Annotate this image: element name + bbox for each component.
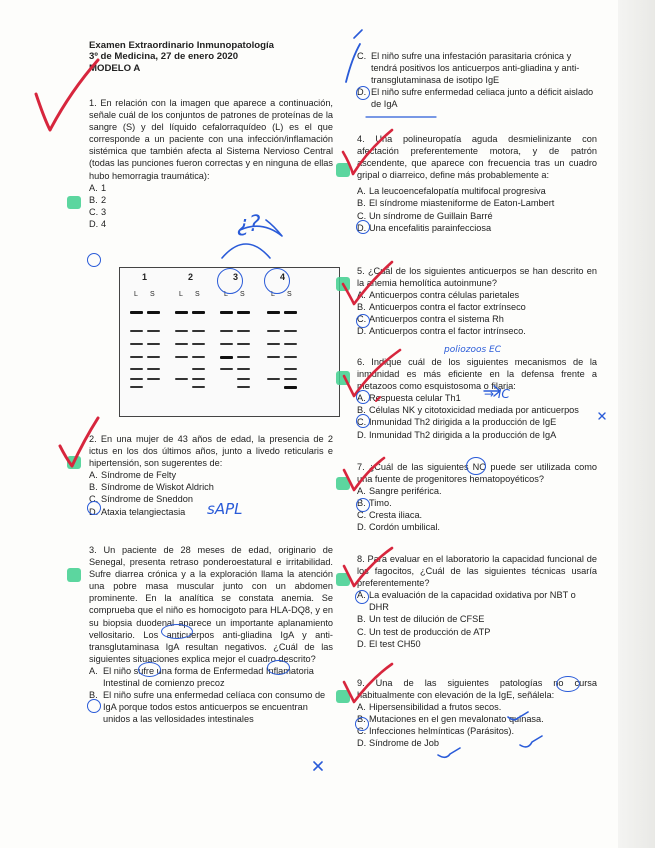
option[interactable]: C. Infecciones helmínticas (Parásitos). (357, 726, 515, 737)
blue-stroke (354, 30, 362, 38)
blue-cross (599, 413, 605, 419)
lane-label: 1 (142, 272, 148, 282)
option[interactable]: C. El niño sufre una infestación parasitaria crónica y tendrá positivos los anticuerpos anti-gliadina y anti-transglutaminasa de isotipo IgE (357, 51, 580, 86)
option[interactable]: A. Anticuerpos contra células parietales (357, 290, 520, 301)
lane-sub-s: S (195, 291, 200, 298)
blue-cross (314, 762, 322, 770)
lane-sub-l: L (271, 291, 275, 298)
option[interactable]: D. Ataxia telangiectasia (89, 506, 186, 517)
word-circle (466, 457, 486, 475)
option[interactable]: D. El niño sufre enfermedad celiaca junto a déficit aislado de IgA (357, 87, 594, 110)
option[interactable]: A. 1 (89, 182, 107, 193)
option[interactable]: B. Síndrome de Wiskot Aldrich (89, 482, 214, 493)
question-9-text: 9. Una de las siguientes patologías no cursa habitualmente con elevación de la IgE, señálela: (357, 678, 597, 701)
option[interactable]: D. 4 (89, 218, 107, 229)
option[interactable]: B. Un test de dilución de CFSE (357, 614, 485, 625)
option[interactable]: B. Células NK y citotoxicidad mediada por anticuerpos (357, 405, 579, 416)
answer-circle (356, 314, 370, 328)
option[interactable]: B. 2 (89, 194, 107, 205)
blue-stroke (346, 44, 360, 82)
option[interactable]: A. Sangre periférica. (357, 486, 442, 497)
red-check-mark (344, 548, 392, 586)
blue-tick (520, 736, 542, 747)
lane-sub-s: S (150, 291, 155, 298)
question-4-text: 4. Una polineuropatía aguda desmielinizante con afectación preferentemente motora, y de patrón ascendente, que aparece con frecuencia tras un cuadro gripal o diarreico, define más probablemente a: (357, 134, 597, 181)
red-stroke (376, 397, 380, 401)
option[interactable]: A. Síndrome de Felty (89, 470, 177, 481)
answer-circle (87, 501, 101, 515)
exam-course-date: 3º de Medicina, 27 de enero 2020 (89, 51, 239, 63)
answer-circle (355, 590, 369, 604)
red-check-mark (344, 664, 392, 702)
answer-circle (356, 220, 370, 234)
red-check-mark (343, 130, 392, 174)
answer-circle (356, 414, 370, 428)
option[interactable]: A. La evaluación de la capacidad oxidativa por NBT o DHR (357, 590, 576, 613)
option[interactable]: D. Inmunidad Th2 dirigida a la producción de IgA (357, 429, 557, 440)
lane-label: 3 (233, 272, 239, 282)
handwritten-question-mark: ¿? (237, 212, 261, 237)
option[interactable]: A. Hipersensibilidad a frutos secos. (357, 702, 502, 713)
option[interactable]: D. Síndrome de Job (357, 738, 439, 749)
lane-sub-l: L (179, 291, 183, 298)
option[interactable]: D. Una encefalitis parainfecciosa (357, 222, 492, 233)
answer-circle (355, 717, 369, 731)
question-5-text: 5. ¿Cuál de los siguientes anticuerpos se han descrito en la anemia hemolítica autoinmune? (357, 266, 597, 289)
lane-circle (264, 268, 290, 294)
handwritten-note: sAPL (207, 500, 243, 518)
option[interactable]: A. El niño sufre una forma de Enfermedad Inflamatoria Intestinal de comienzo precoz (89, 665, 314, 689)
lane-label: 4 (280, 272, 286, 282)
option[interactable]: B. El niño sufre una enfermedad celíaca con consumo de IgA porque todos estos anticuerpos se encuentran unidos a las vellosidades intestinales (89, 690, 326, 725)
option[interactable]: A. Respuesta celular Th1 (357, 393, 461, 404)
lane-label: 2 (188, 272, 194, 282)
exam-model: MODELO A (89, 62, 141, 74)
question-3-text: 3. Un paciente de 28 meses de edad, originario de Senegal, presenta retraso ponderoestatural e irritabilidad. Sufre diarrea crónica y a la exploración llama la atención una pobre masa muscular junto con un abdomen prominente. En la analítica se constata anemia. Se comprueba que el niño es homocigoto para HLA-DQ8, y en su biopsia duodenal aparece un importante aplanamiento vellositario. Los anticuerpos anti-gliadina IgA y anti-transglutaminasa IgA resultan negativos. ¿Cuál de las siguientes situaciones explica mejor el cuadro descrito? (89, 545, 333, 664)
answer-circle (87, 253, 101, 267)
word-circle (556, 676, 580, 692)
word-circle (161, 624, 193, 639)
answer-circle (356, 86, 370, 100)
red-check-mark (60, 418, 98, 466)
option[interactable]: B. Timo. (357, 498, 392, 509)
option[interactable]: D. Cordón umbilical. (357, 522, 440, 533)
lane-circle (217, 268, 243, 294)
question-8-text: 8. Para evaluar en el laboratorio la capacidad funcional de los fagocitos, ¿Cuál de las siguientes técnicas usaría preferentemente? (357, 554, 597, 589)
option[interactable]: C. 3 (89, 206, 107, 217)
answer-circle (356, 390, 370, 404)
option[interactable]: C. Anticuerpos contra el sistema Rh (357, 314, 504, 325)
option[interactable]: C. Inmunidad Th2 dirigida a la producción de IgE (357, 417, 557, 428)
option[interactable]: D. El test CH50 (357, 638, 421, 649)
option[interactable]: A. La leucoencefalopatía multifocal progresiva (357, 186, 546, 197)
word-circle (267, 660, 290, 675)
lane-sub-s: S (287, 291, 292, 298)
option[interactable]: C. Cresta iliaca. (357, 510, 423, 521)
blue-tick (508, 712, 528, 720)
lane-sub-s: S (240, 291, 245, 298)
lane-sub-l: L (134, 291, 138, 298)
red-check-mark (343, 262, 392, 304)
word-circle (138, 662, 161, 677)
option[interactable]: C. Síndrome de Sneddon (89, 494, 193, 505)
red-check-mark (344, 350, 400, 396)
option[interactable]: C. Un test de producción de ATP (357, 626, 491, 637)
question-7-text: 7. ¿Cuál de las siguientes NO puede ser utilizada como una fuente de progenitores hematopoyéticos? (357, 462, 597, 485)
lane-sub-l: L (224, 291, 228, 298)
handwritten-note: poliozoos EC (444, 345, 501, 355)
question-1-text: 1. En relación con la imagen que aparece a continuación, señale cuál de los conjuntos de patrones de proteínas de la sangre (S) y del líquido cefalorraquídeo (L) es el que corresponde a un paciente con una infección/inflamación sistémica que también afecta al Sistema Nervioso Central (todas las punciones fueron correctas y en ninguna de ellas hubo hemorragia traumática): (89, 98, 333, 181)
answer-circle (87, 699, 101, 713)
question-6-text: 6. Indique cuál de los siguientes mecanismos de la inmunidad es más eficiente en la defensa frente a metazoos como esquistosoma o filaria: (357, 357, 597, 392)
red-check-mark (344, 458, 384, 490)
option[interactable]: B. Anticuerpos contra el factor extrínseco (357, 302, 526, 313)
handwritten-note: → IC (484, 387, 510, 401)
option[interactable]: C. Un síndrome de Guillain Barré (357, 210, 493, 221)
question-2-text: 2. En una mujer de 43 años de edad, la presencia de 2 ictus en los dos últimos años, junto a livedo reticularis e hipertensión, son sugerentes de: (89, 434, 333, 469)
answer-circle (356, 498, 370, 512)
option[interactable]: D. Anticuerpos contra el factor intrínseco. (357, 326, 526, 337)
blue-tick (438, 748, 460, 757)
option[interactable]: B. Mutaciones en el gen mevalonato quinasa. (357, 714, 544, 725)
option[interactable]: B. El síndrome miasteniforme de Eaton-Lambert (357, 198, 555, 209)
exam-title: Examen Extraordinario Inmunopatología (89, 40, 274, 51)
blue-arc (222, 244, 270, 258)
red-check-mark (36, 60, 98, 130)
